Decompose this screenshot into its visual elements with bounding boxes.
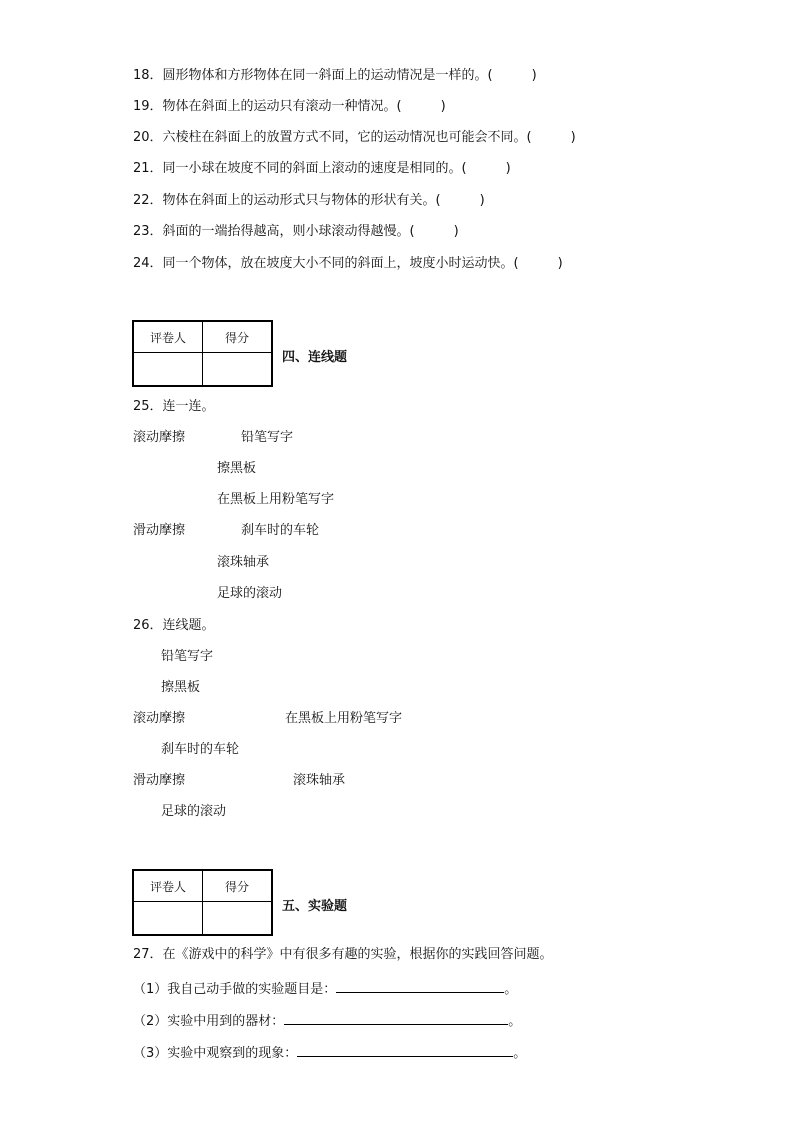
- option-item: 足球的滚动: [161, 804, 227, 819]
- score-header: 得分: [203, 321, 273, 353]
- score-table: [132, 869, 273, 936]
- question-number: 21．: [133, 161, 163, 176]
- sub-question-end: 。: [513, 1046, 527, 1061]
- left-option: 滑动摩擦: [133, 523, 186, 538]
- left-option: 滚动摩擦: [133, 430, 186, 445]
- sub-question-2: [133, 1010, 521, 1031]
- right-option: 滚珠轴承: [217, 555, 270, 570]
- grader-cell[interactable]: [133, 353, 203, 387]
- score-header: 得分: [203, 870, 273, 902]
- left-option: 滑动摩擦: [133, 773, 186, 788]
- question-number: 23．: [133, 224, 163, 239]
- sub-question-label: （1）我自己动手做的实验题目是：: [133, 982, 337, 997]
- question-number: 22．: [133, 193, 163, 208]
- question-number: 19．: [133, 99, 163, 114]
- option-item: 擦黑板: [161, 680, 201, 695]
- grader-header: 评卷人: [133, 321, 203, 353]
- question-18: [133, 67, 537, 85]
- option-item: 铅笔写字: [161, 649, 214, 664]
- question-text: 六棱柱在斜面上的放置方式不同，它的运动情况也可能会不同。( ): [162, 130, 576, 145]
- question-number: 24．: [133, 256, 163, 271]
- grader-header: 评卷人: [133, 870, 203, 902]
- question-text: 圆形物体和方形物体在同一斜面上的运动情况是一样的。( ): [162, 68, 537, 83]
- right-option: 足球的滚动: [217, 586, 283, 601]
- sub-question-label: （2）实验中用到的器材：: [133, 1014, 285, 1029]
- question-text: 斜面的一端抬得越高，则小球滚动得越慢。( ): [162, 224, 459, 239]
- question-text: 同一个物体，放在坡度大小不同的斜面上，坡度小时运动快。( ): [162, 256, 563, 271]
- sub-question-end: 。: [504, 982, 518, 997]
- sub-question-label: （3）实验中观察到的现象：: [133, 1046, 298, 1061]
- right-option: 擦黑板: [217, 461, 257, 476]
- question-number: 18．: [133, 68, 163, 83]
- sub-question-end: 。: [508, 1014, 522, 1029]
- right-option: 铅笔写字: [241, 430, 294, 445]
- question-22: [133, 192, 485, 210]
- question-21: [133, 160, 511, 178]
- question-19: [133, 98, 446, 116]
- option-item: 在黑板上用粉笔写字: [285, 711, 403, 726]
- section-title: 四、连线题: [282, 350, 348, 365]
- sub-question-3: [133, 1042, 526, 1063]
- question-24: [133, 255, 563, 273]
- score-cell[interactable]: [203, 353, 273, 387]
- answer-blank[interactable]: [284, 1010, 508, 1025]
- answer-blank[interactable]: [297, 1042, 513, 1057]
- sub-question-1: [133, 978, 517, 999]
- question-27-stem: 27．在《游戏中的科学》中有很多有趣的实验，根据你的实践回答问题。: [133, 947, 553, 962]
- question-23: [133, 223, 459, 241]
- answer-blank[interactable]: [336, 978, 504, 993]
- question-20: [133, 129, 576, 147]
- question-number: 20．: [133, 130, 163, 145]
- right-option: 刹车时的车轮: [241, 523, 320, 538]
- question-text: 物体在斜面上的运动只有滚动一种情况。( ): [162, 99, 446, 114]
- right-option: 在黑板上用粉笔写字: [217, 492, 335, 507]
- score-table: [132, 320, 273, 387]
- score-cell[interactable]: [203, 902, 273, 936]
- question-26-stem: 26．连线题。: [133, 618, 215, 633]
- left-option: 滚动摩擦: [133, 711, 186, 726]
- option-item: 滚珠轴承: [293, 773, 346, 788]
- grader-cell[interactable]: [133, 902, 203, 936]
- section-title: 五、实验题: [282, 899, 348, 914]
- question-text: 同一小球在坡度不同的斜面上滚动的速度是相同的。( ): [162, 161, 511, 176]
- question-text: 物体在斜面上的运动形式只与物体的形状有关。( ): [162, 193, 485, 208]
- question-25-stem: 25．连一连。: [133, 399, 215, 414]
- option-item: 刹车时的车轮: [161, 742, 240, 757]
